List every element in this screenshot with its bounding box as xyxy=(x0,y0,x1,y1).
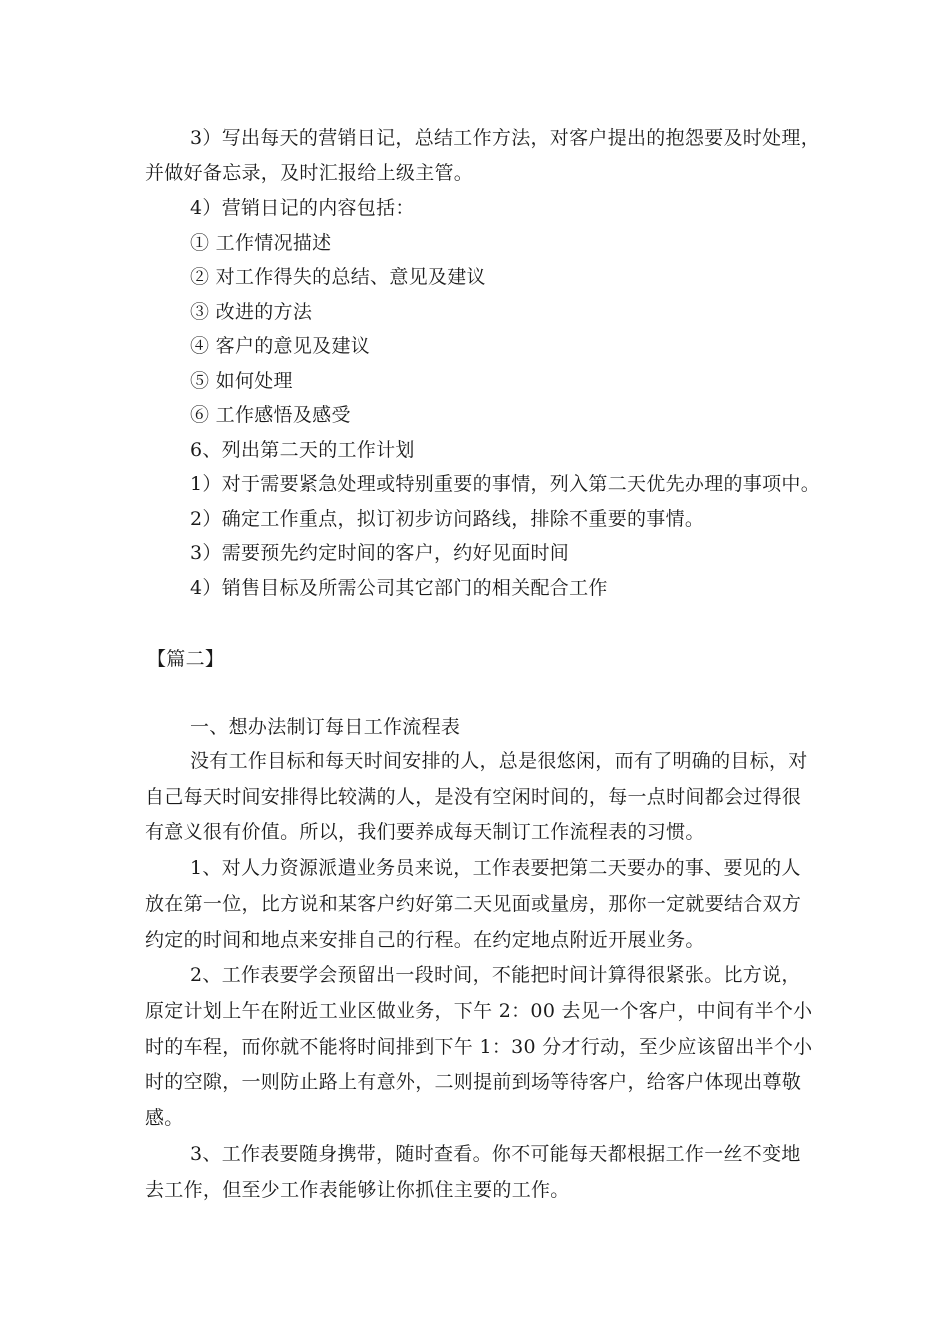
plan-item: 3）需要预先约定时间的客户，约好见面时间 xyxy=(190,542,570,564)
paragraph-line: 1、对人力资源派遣业务员来说，工作表要把第二天要办的事、要见的人 xyxy=(190,857,801,879)
plan-heading: 6、列出第二天的工作计划 xyxy=(190,439,415,461)
diary-item: ① 工作情况描述 xyxy=(190,232,332,254)
item4-text: 4）营销日记的内容包括： xyxy=(190,197,415,219)
paragraph-line: 2、工作表要学会预留出一段时间，不能把时间计算得很紧张。比方说， xyxy=(190,964,801,986)
diary-item: ④ 客户的意见及建议 xyxy=(190,335,371,357)
paragraph-line: 没有工作目标和每天时间安排的人，总是很悠闲，而有了明确的目标，对 xyxy=(190,750,808,772)
diary-item: ③ 改进的方法 xyxy=(190,301,313,323)
paragraph-line: 时的车程，而你就不能将时间排到下午 1：30 分才行动，至少应该留出半个小 xyxy=(145,1036,813,1058)
paragraph-line: 时的空隙，一则防止路上有意外，二则提前到场等待客户，给客户体现出尊敬 xyxy=(145,1071,802,1093)
diary-item: ⑥ 工作感悟及感受 xyxy=(190,404,351,426)
paragraph-line: 去工作，但至少工作表能够让你抓住主要的工作。 xyxy=(145,1179,570,1201)
plan-item: 2）确定工作重点，拟订初步访问路线，排除不重要的事情。 xyxy=(190,508,705,530)
paragraph-line: 有意义很有价值。所以，我们要养成每天制订工作流程表的习惯。 xyxy=(145,821,705,843)
paragraph-line: 放在第一位，比方说和某客户约好第二天见面或量房，那你一定就要结合双方 xyxy=(145,893,802,915)
paragraph-line: 约定的时间和地点来安排自己的行程。在约定地点附近开展业务。 xyxy=(145,929,705,951)
paragraph-line: 感。 xyxy=(145,1107,184,1129)
section-tag: 【篇二】 xyxy=(147,648,225,670)
diary-item: ② 对工作得失的总结、意见及建议 xyxy=(190,266,486,288)
plan-item: 4）销售目标及所需公司其它部门的相关配合工作 xyxy=(190,577,608,599)
paragraph-line: 原定计划上午在附近工业区做业务，下午 2：00 去见一个客户，中间有半个小 xyxy=(145,1000,813,1022)
paragraph-line: 3、工作表要随身携带，随时查看。你不可能每天都根据工作一丝不变地 xyxy=(190,1143,801,1165)
diary-item: ⑤ 如何处理 xyxy=(190,370,293,392)
item3-line2: 并做好备忘录，及时汇报给上级主管。 xyxy=(145,162,474,184)
paragraph-line: 自己每天时间安排得比较满的人，是没有空闲时间的，每一点时间都会过得很 xyxy=(145,786,802,808)
section-heading: 一、想办法制订每日工作流程表 xyxy=(190,716,461,738)
plan-item: 1）对于需要紧急处理或特别重要的事情，列入第二天优先办理的事项中。 xyxy=(190,473,820,495)
item3-line1: 3）写出每天的营销日记，总结工作方法，对客户提出的抱怨要及时处理， xyxy=(190,127,820,149)
